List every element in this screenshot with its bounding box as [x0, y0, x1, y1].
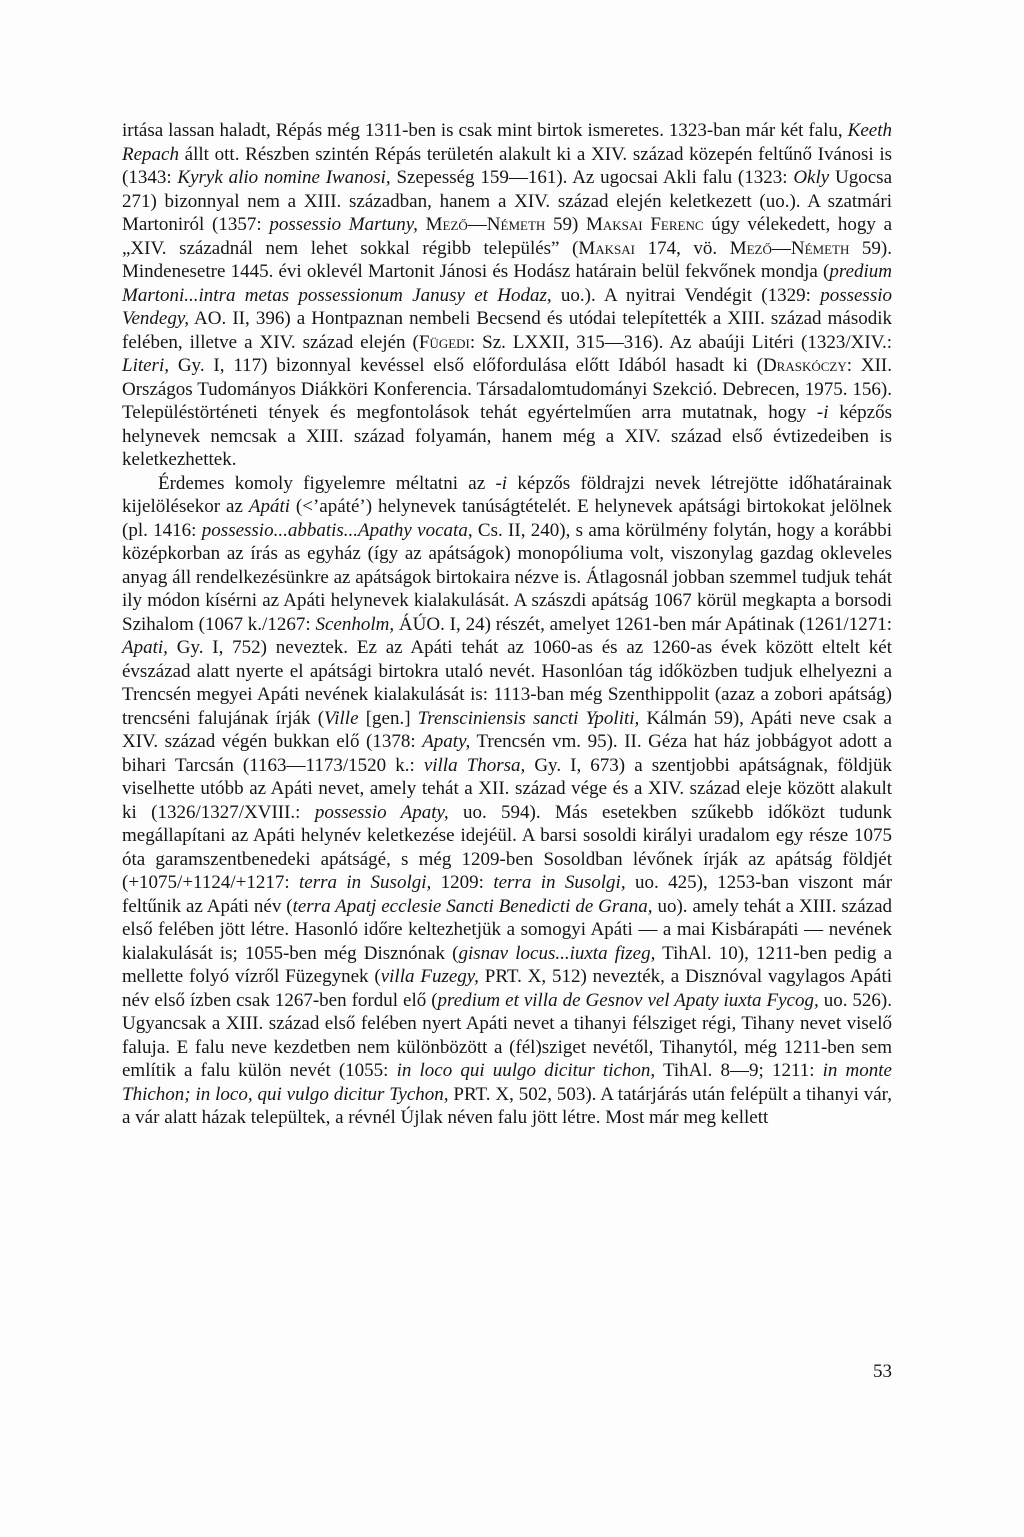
- text-segment: TihAl. 8—9; 1211:: [655, 1060, 823, 1081]
- text-segment: Gy. I, 117) bizonnyal kevéssel első előfordulása előtt Idából hasadt ki (: [168, 355, 763, 376]
- text-segment: Ville: [324, 707, 359, 729]
- text-segment: Kálmán 59), Apáti neve csak a XIV. század végén bukkan elő (1378:: [122, 707, 892, 752]
- text-segment: terra Apatj ecclesie Sancti Benedicti de Grana,: [292, 895, 653, 917]
- text-segment: ÁÚO. I, 24) részét, amelyet 1261-ben már Apátinak (1261/1271:: [394, 613, 892, 635]
- text-segment: Gy. I, 673) a szentjobbi apátságnak, földjük viselhette utóbb az Apáti nevet, amely tehát a XII. század vége és a XIV. század eleje között alakult ki (1326/1327/XVIII.:: [122, 754, 893, 823]
- text-segment: possessio Apaty,: [314, 801, 449, 823]
- text-segment: uo.). A nyitrai Vendégit (1329:: [551, 284, 821, 306]
- text-segment: Draskóczy: [762, 355, 847, 376]
- text-segment: irtása lassan haladt, Répás még 1311-ben is csak mint birtok ismeretes. 1323-ban már két falu,: [122, 120, 848, 141]
- text-segment: 174, vö.: [635, 237, 730, 259]
- text-segment: képzős helynevek nemcsak a XIII. század folyamán, hanem még a XIV. század első évtizedeiben is keletkezhettek.: [122, 402, 893, 470]
- text-segment: (<’apáté’) helynevek tanúságtételét. E helynevek apátsági birtokokat jelölnek (pl. 1416:: [122, 496, 892, 541]
- text-segment: 1209:: [431, 872, 494, 893]
- text-segment: Fügedi: [418, 331, 470, 353]
- text-segment: uo. 526). Ugyancsak a XIII. század első felében nyert Apáti nevet a tihanyi félsziget régi, Tihany nevet viselő faluja. E falu neve kezdetben nem különbözött a (fél)sziget nevétől, Tihanytól, még 1211-ben sem említik a falu külön nevét (1055:: [122, 989, 893, 1081]
- text-segment: [gen.]: [358, 707, 418, 729]
- text-segment: : XII. Országos Tudományos Diákköri Konferencia. Társadalomtudományi Szekció. Debrecen, 1975. 156). Településtörténeti tények és megfontolások tehát egyértelműen arra mutatnak, hogy: [122, 355, 892, 423]
- text-segment: Mező—Németh: [425, 214, 546, 235]
- text-segment: terra in Susolgi,: [493, 872, 626, 893]
- text-segment: PRT. X, 502, 503). A tatárjárás után felépült a tihanyi vár, a vár alatt házak települtek, a révnél Újlak néven falu jött létre. Most már meg kellett: [122, 1083, 892, 1128]
- text-segment: Érdemes komoly figyelemre méltatni az: [158, 472, 496, 494]
- text-segment: villa Thorsa,: [423, 754, 526, 776]
- text-segment: possessio...abbatis...Apathy vocata,: [201, 519, 473, 541]
- text-segment: Apati,: [122, 637, 168, 658]
- text-segment: in monte Thichon; in loco, qui vulgo dicitur Tychon,: [122, 1060, 892, 1105]
- text-segment: Maksai Ferenc: [586, 214, 704, 235]
- text-segment: Gy. I, 752) neveztek. Ez az Apáti tehát az 1060-as és az 1260-as évek között eltelt két évszázad alatt nyerte el apátsági birtokra utaló nevét. Hasonlóan tág időközben tudjuk elhelyezni a Trencsén megyei Apáti nevének kialakulását is: 1113-ban még Szenthippolit (azaz a zobori apátság) trencséni falujának írják (: [122, 637, 892, 729]
- text-segment: possessio Martuny,: [269, 214, 418, 235]
- text-segment: Keeth Repach: [122, 120, 892, 165]
- text-segment: Literi,: [122, 355, 169, 376]
- text-segment: Mező—Németh: [729, 237, 850, 259]
- paragraph-1: [122, 119, 892, 472]
- text-segment: Maksai: [578, 237, 635, 259]
- text-segment: Ugocsa 271) bizonnyal nem a XIII. században, hanem a XIV. század elején keletkezett (uo.). A szatmári Martoniról (1357:: [122, 167, 892, 235]
- text-segment: Apáti: [248, 496, 291, 517]
- text-segment: Apaty,: [422, 731, 471, 752]
- text-segment: villa Fuzegy,: [380, 966, 479, 987]
- text-segment: Cs. II, 240), s ama körülmény folytán, hogy a korábbi középkorban az írás as egyház (így az apátságok) monopóliuma volt, viszonylag gazdag okleveles anyag áll rendelkezésünkre az apátságok birtokaira nézve is. Átlagosnál jobban szemmel tudjuk tehát ily módon kísérni az Apáti helynevek kialakulását. A szászdi apátság 1067 körül megkapta a borsodi Szihalom (1067 k./1267:: [122, 519, 893, 635]
- text-segment: úgy vélekedett, hogy a „XIV. századnál nem lehet sokkal régibb település” (: [122, 214, 893, 259]
- text-segment: képzős földrajzi nevek létrejötte időhatárainak kijelölésekor az: [122, 472, 892, 517]
- text-segment: -i: [816, 402, 829, 423]
- text-segment: TihAl. 10), 1211-ben pedig a mellette folyó vízről Füzegynek (: [122, 942, 892, 987]
- text-segment: Kyryk alio nomine Iwanosi,: [177, 167, 391, 188]
- text-segment: [418, 214, 426, 235]
- text-segment: uo. 594). Más esetekben szűkebb időközt tudunk megállapítani az Apáti helynév keletkezése idejéül. A barsi sosoldi királyi uradalom egy része 1075 óta garamszentbenedeki apátságé, s még 1209-ben Sosoldban lévőnek írják az apátság földjét (+1075/+1124/+1217:: [122, 801, 893, 893]
- text-segment: gisnav locus...iuxta fizeg,: [458, 942, 656, 964]
- text-segment: in loco qui uulgo dicitur tichon,: [396, 1060, 656, 1081]
- text-segment: Szepesség 159—161). Az ugocsai Akli falu (1323:: [390, 167, 794, 188]
- page-number: 53: [873, 1361, 892, 1382]
- text-segment: predium et villa de Gesnov vel Apaty iuxta Fycog,: [437, 989, 819, 1011]
- text-segment: Trensciniensis sancti Ypoliti,: [417, 707, 640, 729]
- text-segment: uo. 425), 1253-ban viszont már feltűnik az Apáti név (: [122, 872, 893, 917]
- text-segment: -i: [495, 472, 508, 494]
- text-segment: terra in Susolgi,: [299, 872, 432, 893]
- text-segment: 59): [545, 214, 587, 235]
- text-segment: uo). amely tehát a XIII. század első felében jött létre. Hasonló időre keltezhetjük a somogyi Apáti — a mai Kisbárapáti — nevének kialakulását is; 1055-ben még Disznónak (: [122, 895, 892, 964]
- text-segment: Scenholm,: [315, 613, 395, 635]
- text-segment: PRT. X, 512) nevezték, a Disznóval vagylagos Apáti név első ízben csak 1267-ben fordul elő (: [122, 966, 893, 1011]
- text-segment: állt ott. Részben szintén Répás területén alakult ki a XIV. század közepén feltűnő Ivánosi is (1343:: [122, 143, 892, 188]
- text-segment: AO. II, 396) a Hontpaznan nembeli Becsend és utódai telepítették a XIII. század második felében, illetve a XIV. század elején (: [122, 308, 892, 353]
- paragraph-2: [122, 472, 892, 1130]
- text-segment: Okly: [793, 167, 830, 188]
- text-segment: 59). Mindenesetre 1445. évi oklevél Martonit Jánosi és Hodász határain belül fekvőnek mondja (: [122, 237, 893, 282]
- text-segment: predium Martoni...intra metas possessionum Janusy et Hodaz,: [122, 261, 892, 306]
- text-segment: possessio Vendegy,: [122, 284, 892, 329]
- text-segment: Trencsén vm. 95). II. Géza hat ház jobbágyot adott a bihari Tarcsán (1163—1173/1520 k.:: [122, 731, 892, 776]
- text-segment: : Sz. LXXII, 315—316). Az abaúji Litéri (1323/XIV.:: [469, 331, 893, 353]
- body-text: [122, 119, 892, 1130]
